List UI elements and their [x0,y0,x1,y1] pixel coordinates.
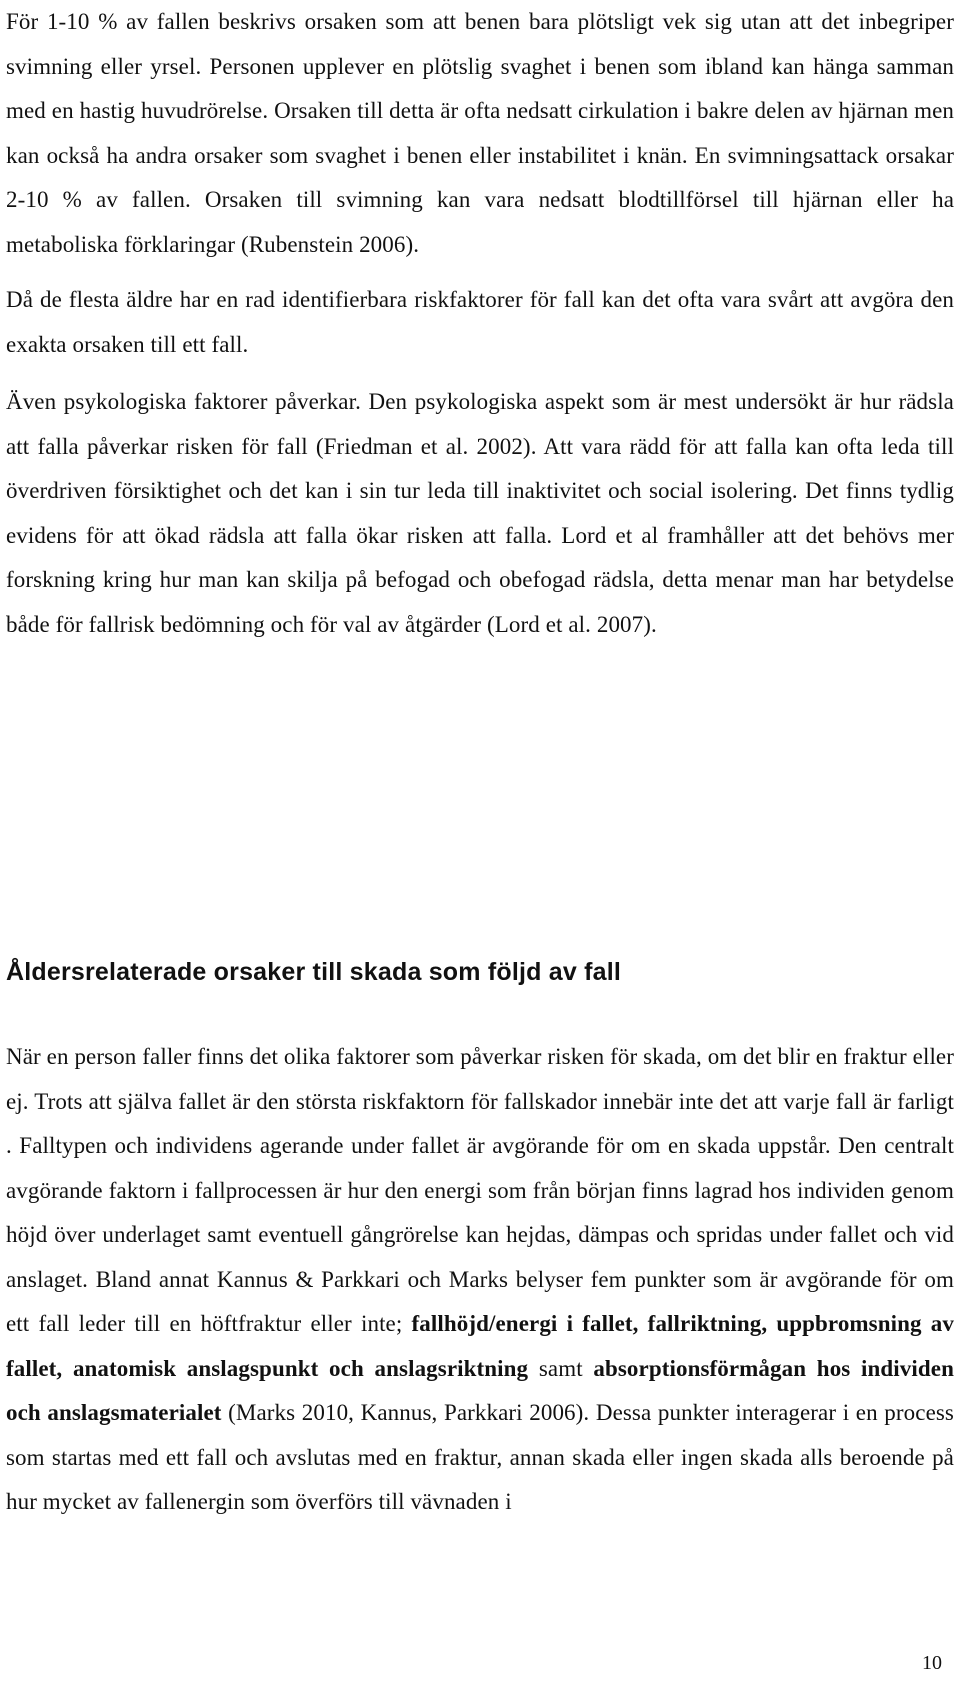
paragraph-syncope-causes: För 1-10 % av fallen beskrivs orsaken som att benen bara plötsligt vek sig utan att det inbegriper svimning eller yrsel. Personen upplever en plötslig svaghet i benen som ibland kan hänga samman med en hastig huvudrörelse. Orsaken till detta är ofta nedsatt cirkulation i bakre delen av hjärnan men kan också ha andra orsaker som svaghet i benen eller instabilitet i knän. En svimningsattack orsakar 2-10 % av fallen. Orsaken till svimning kan vara nedsatt blodtillförsel till hjärnan eller ha metaboliska förklaringar (Rubenstein 2006). [6,9,954,257]
paragraph-connector-text: samt [528,1355,594,1381]
paragraph-intro-text: När en person faller finns det olika faktorer som påverkar risken för skada, om det blir en fraktur eller ej. Trots att själva fallet är den största riskfaktorn för fallskador innebär inte det att varje fall är farligt . Falltypen och individens agerande under fallet är avgörande för om en skada uppstår. Den centralt avgörande faktorn i fallprocessen är hur den energi som från början finns lagrad hos individen genom höjd över underlaget samt eventuell gångrörelse kan hejdas, dämpas och spridas under fallet och vid anslaget. Bland annat Kannus & Parkkari och Marks belyser fem punkter som är avgörande för om ett fall leder till en höftfraktur eller inte; [6,1044,954,1336]
bold-absorption-factor: absorptionsförmågan hos individen och anslagsmaterialet [6,1355,954,1425]
paragraph-outro-text: (Marks 2010, Kannus, Parkkari 2006). Dessa punkter interagerar i en process som startas med ett fall och avslutas med en fraktur, annan skada eller ingen skada alls beroende på hur mycket av fallenergin som överförs till vävnaden i [6,1400,954,1514]
page-number: 10 [922,1652,942,1674]
paragraph-risk-factors: Då de flesta äldre har en rad identifierbara riskfaktorer för fall kan det ofta vara svårt att avgöra den exakta orsaken till ett fall. [6,287,954,357]
bold-factor-list: fallhöjd/energi i fallet, fallriktning, uppbromsning av fallet, anatomisk anslagspunkt och anslagsriktning [6,1311,954,1381]
section-heading: Åldersrelaterade orsaker till skada som följd av fall [6,958,622,986]
paragraph-psychological-factors: Även psykologiska faktorer påverkar. Den psykologiska aspekt som är mest undersökt är hur rädsla att falla påverkar risken för fall (Friedman et al. 2002). Att vara rädd för att falla kan ofta leda till överdriven försiktighet och det kan i sin tur leda till inaktivitet och social isolering. Det finns tydlig evidens för att ökad rädsla att falla ökar risken att falla. Lord et al framhåller att det behövs mer forskning kring hur man kan skilja på befogad och obefogad rädsla, detta menar man har betydelse både för fallrisk bedömning och för val av åtgärder (Lord et al. 2007). [6,389,954,637]
document-page [6,0,954,1687]
paragraph-injury-factors [6,1035,954,1525]
